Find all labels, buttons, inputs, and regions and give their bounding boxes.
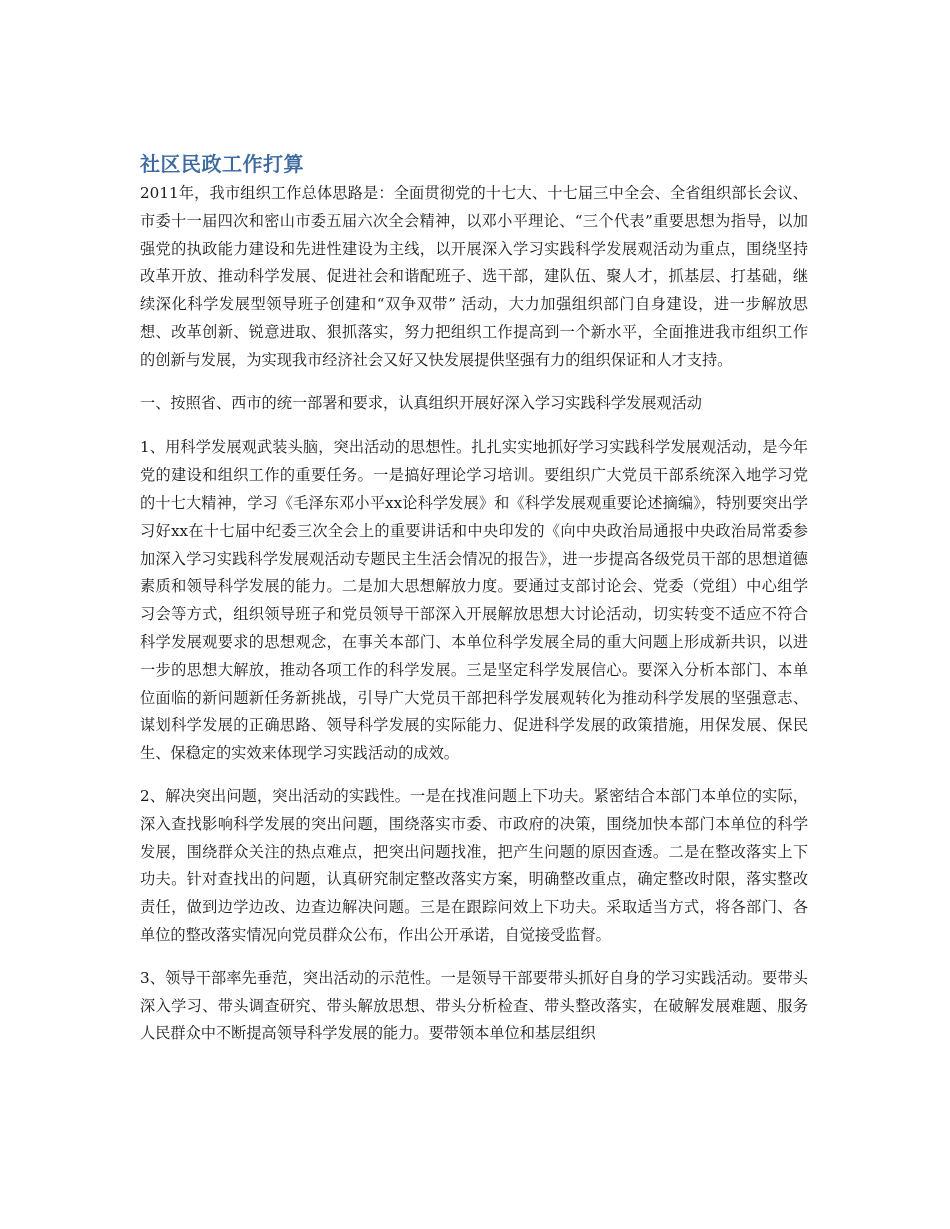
document-body (140, 150, 808, 1063)
paragraph-item-2: 2、解决突出问题，突出活动的实践性。一是在找准问题上下功夫。紧密结合本部门本单位的实际，深入查找影响科学发展的突出问题，围绕落实市委、市政府的决策，围绕加快本部门本单位的科学发展，围绕群众关注的热点难点，把突出问题找准，把产生问题的原因查透。二是在整改落实上下功夫。针对查找出的问题，认真研究制定整改落实方案，明确整改重点，确定整改时限，落实整改责任，做到边学边改、边查边解决问题。三是在跟踪问效上下功夫。采取适当方式，将各部门、各单位的整改落实情况向党员群众公布，作出公开承诺，自觉接受监督。 (140, 786, 808, 944)
intro-paragraph: 2011年，我市组织工作总体思路是：全面贯彻党的十七大、十七届三中全会、全省组织部长会议、市委十一届四次和密山市委五届六次全会精神，以邓小平理论、“三个代表”重要思想为指导，以加强党的执政能力建设和先进性建设为主线，以开展深入学习实践科学发展观活动为重点，围绕坚持改革开放、推动科学发展、促进社会和谐配班子、选干部，建队伍、聚人才，抓基层、打基础，继续深化科学发展型领导班子创建和“双争双带” 活动，大力加强组织部门自身建设，进一步解放思想、改革创新、锐意进取、狠抓落实，努力把组织工作提高到一个新水平，全面推进我市组织工作的创新与发展，为实现我市经济社会又好又快发展提供坚强有力的组织保证和人才支持。 (140, 184, 808, 369)
document-title: 社区民政工作打算 (140, 152, 304, 176)
paragraph-item-3: 3、领导干部率先垂范，突出活动的示范性。一是领导干部要带头抓好自身的学习实践活动。要带头深入学习、带头调查研究、带头解放思想、带头分析检查、带头整改落实，在破解发展难题、服务人民群众中不断提高领导科学发展的能力。要带领本单位和基层组织 (140, 968, 808, 1043)
paragraph-item-1: 1、用科学发展观武装头脑，突出活动的思想性。扎扎实实地抓好学习实践科学发展观活动，是今年党的建设和组织工作的重要任务。一是搞好理论学习培训。要组织广大党员干部系统深入地学习党的十七大精神，学习《毛泽东邓小平xx论科学发展》和《科学发展观重要论述摘编》，特别要突出学习好xx在十七届中纪委三次全会上的重要讲话和中央印发的《向中央政治局通报中央政治局常委参加深入学习实践科学发展观活动专题民主生活会情况的报告》，进一步提高各级党员干部的思想道德素质和领导科学发展的能力。二是加大思想解放力度。要通过支部讨论会、党委（党组）中心组学习会等方式，组织领导班子和党员领导干部深入开展解放思想大讨论活动，切实转变不适应不符合科学发展观要求的思想观念，在事关本部门、本单位科学发展全局的重大问题上形成新共识，以进一步的思想大解放，推动各项工作的科学发展。三是坚定科学发展信心。要深入分析本部门、本单位面临的新问题新任务新挑战，引导广大党员干部把科学发展观转化为推动科学发展的坚强意志、谋划科学发展的正确思路、领导科学发展的实际能力、促进科学发展的政策措施，用保发展、保民生、保稳定的实效来体现学习实践活动的成效。 (140, 438, 808, 763)
section-heading: 一、按照省、西市的统一部署和要求，认真组织开展好深入学习实践科学发展观活动 (140, 393, 702, 412)
